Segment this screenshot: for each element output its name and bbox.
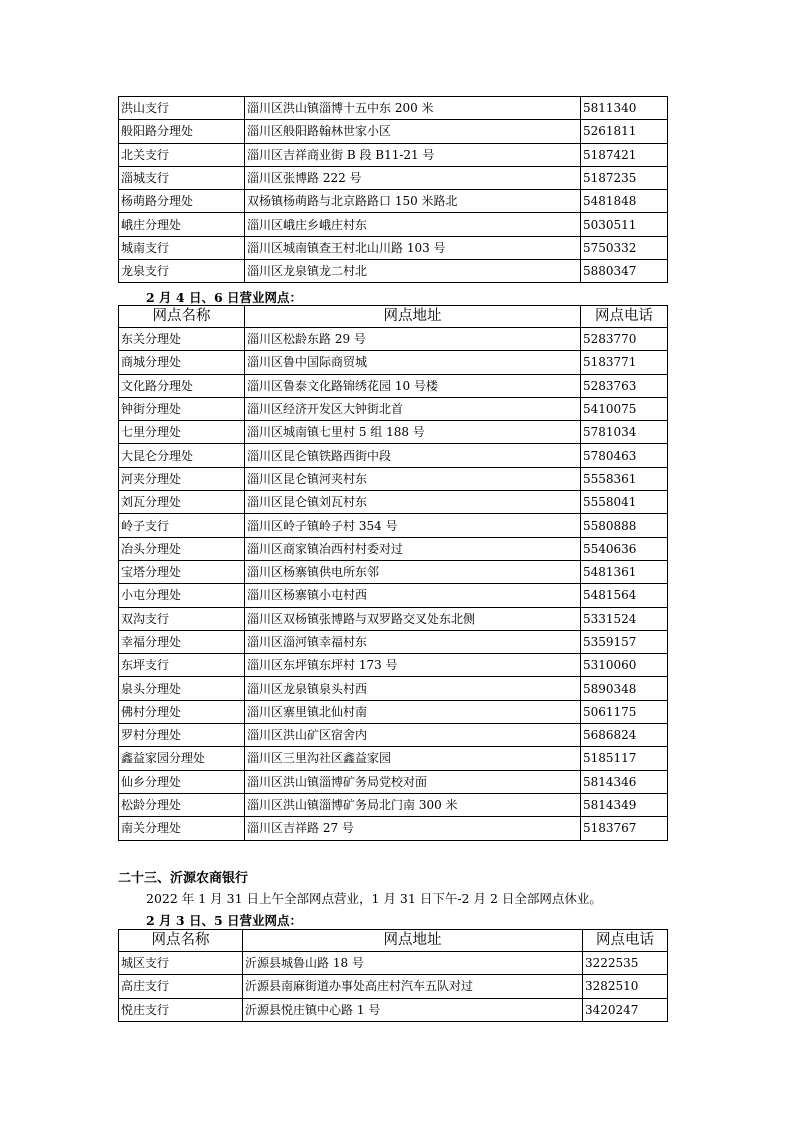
branch-phone-cell: 5061175 — [581, 700, 668, 723]
branch-name-cell: 般阳路分理处 — [119, 120, 245, 143]
branch-name-cell: 鑫益家园分理处 — [119, 747, 245, 770]
branch-address-cell: 双杨镇杨萌路与北京路路口 150 米路北 — [245, 190, 581, 213]
table-row — [119, 444, 668, 467]
branch-phone-cell: 5781034 — [581, 421, 668, 444]
branch-address-cell: 淄川区商家镇冶西村村委对过 — [245, 537, 581, 560]
branch-address-cell: 沂源县悦庄镇中心路 1 号 — [243, 998, 583, 1021]
table-row — [119, 817, 668, 840]
branch-phone-cell: 5814346 — [581, 770, 668, 793]
branch-address-cell: 淄川区洪山矿区宿舍内 — [245, 724, 581, 747]
branch-name-cell: 七里分理处 — [119, 421, 245, 444]
branch-phone-cell: 5283770 — [581, 328, 668, 351]
branch-address-cell: 淄川区峨庄乡峨庄村东 — [245, 213, 581, 236]
branch-name-cell: 双沟支行 — [119, 607, 245, 630]
column-header: 网点地址 — [243, 930, 583, 952]
branch-name-cell: 北关支行 — [119, 143, 245, 166]
branch-address-cell: 淄川区洪山镇淄博十五中东 200 米 — [245, 97, 581, 120]
branch-address-cell: 淄川区双杨镇张博路与双罗路交叉处东北侧 — [245, 607, 581, 630]
branch-table-1 — [118, 96, 668, 283]
branch-address-cell: 淄川区城南镇七里村 5 组 188 号 — [245, 421, 581, 444]
branch-name-cell: 龙泉支行 — [119, 260, 245, 283]
branch-phone-cell: 5880347 — [581, 260, 668, 283]
branch-phone-cell: 5890348 — [581, 677, 668, 700]
branch-name-cell: 冶头分理处 — [119, 537, 245, 560]
table-row — [119, 654, 668, 677]
table-row — [119, 770, 668, 793]
table-row — [119, 514, 668, 537]
branch-address-cell: 淄川区寨里镇北仙村南 — [245, 700, 581, 723]
branch-name-cell: 峨庄分理处 — [119, 213, 245, 236]
branch-name-cell: 东坪支行 — [119, 654, 245, 677]
branch-address-cell: 淄川区鲁泰文化路锦绣花园 10 号楼 — [245, 374, 581, 397]
branch-name-cell: 刘瓦分理处 — [119, 491, 245, 514]
table-header-row — [119, 930, 668, 952]
table-header-row — [119, 306, 668, 328]
branch-name-cell: 大昆仑分理处 — [119, 444, 245, 467]
branch-name-cell: 松龄分理处 — [119, 793, 245, 816]
branch-address-cell: 淄川区龙泉镇泉头村西 — [245, 677, 581, 700]
branch-phone-cell: 5580888 — [581, 514, 668, 537]
branch-phone-cell: 5359157 — [581, 630, 668, 653]
branch-name-cell: 钟街分理处 — [119, 397, 245, 420]
branch-name-cell: 东关分理处 — [119, 328, 245, 351]
branch-address-cell: 淄川区东坪镇东坪村 173 号 — [245, 654, 581, 677]
branch-address-cell: 淄川区洪山镇淄博矿务局党校对面 — [245, 770, 581, 793]
branch-name-cell: 淄城支行 — [119, 166, 245, 189]
branch-phone-cell: 5283763 — [581, 374, 668, 397]
branch-phone-cell: 5481361 — [581, 560, 668, 583]
branch-phone-cell: 3420247 — [583, 998, 668, 1021]
table-row — [119, 560, 668, 583]
table-row — [119, 537, 668, 560]
section-paragraph: 2022 年 1 月 31 日上午全部网点营业，1 月 31 日下午-2 月 2 日全部网点休业。 — [146, 891, 602, 906]
branch-address-cell: 淄川区昆仑镇刘瓦村东 — [245, 491, 581, 514]
branch-address-cell: 淄川区吉祥路 27 号 — [245, 817, 581, 840]
table-row — [119, 700, 668, 723]
branch-phone-cell: 5183771 — [581, 351, 668, 374]
column-header: 网点名称 — [119, 306, 245, 328]
branch-address-cell: 淄川区龙泉镇龙二村北 — [245, 260, 581, 283]
table-row — [119, 998, 668, 1021]
branch-phone-cell: 5814349 — [581, 793, 668, 816]
branch-phone-cell: 3222535 — [583, 952, 668, 975]
branch-name-cell: 佛村分理处 — [119, 700, 245, 723]
column-header: 网点电话 — [581, 306, 668, 328]
branch-phone-cell: 5310060 — [581, 654, 668, 677]
branch-name-cell: 宝塔分理处 — [119, 560, 245, 583]
branch-address-cell: 淄川区岭子镇岭子村 354 号 — [245, 514, 581, 537]
table-row — [119, 793, 668, 816]
branch-phone-cell: 5481848 — [581, 190, 668, 213]
branch-address-cell: 沂源县南麻街道办事处高庄村汽车五队对过 — [243, 975, 583, 998]
branch-address-cell: 淄川区昆仑镇铁路西街中段 — [245, 444, 581, 467]
branch-phone-cell: 5185117 — [581, 747, 668, 770]
branch-name-cell: 罗村分理处 — [119, 724, 245, 747]
table-row — [119, 952, 668, 975]
table-row — [119, 584, 668, 607]
table-row — [119, 975, 668, 998]
branch-phone-cell: 5780463 — [581, 444, 668, 467]
table-row — [119, 260, 668, 283]
branch-phone-cell: 5187235 — [581, 166, 668, 189]
branch-phone-cell: 5811340 — [581, 97, 668, 120]
table-row — [119, 143, 668, 166]
branch-phone-cell: 5558361 — [581, 467, 668, 490]
branch-phone-cell: 5331524 — [581, 607, 668, 630]
branch-phone-cell: 5540636 — [581, 537, 668, 560]
branch-name-cell: 杨萌路分理处 — [119, 190, 245, 213]
branch-phone-cell: 5750332 — [581, 236, 668, 259]
section-subtitle: 2 月 4 日、6 日营业网点： — [146, 290, 303, 305]
table-row — [119, 166, 668, 189]
branch-address-cell: 沂源县城鲁山路 18 号 — [243, 952, 583, 975]
branch-phone-cell: 5558041 — [581, 491, 668, 514]
branch-phone-cell: 5481564 — [581, 584, 668, 607]
branch-address-cell: 淄川区鲁中国际商贸城 — [245, 351, 581, 374]
branch-name-cell: 高庄支行 — [119, 975, 243, 998]
branch-name-cell: 洪山支行 — [119, 97, 245, 120]
branch-address-cell: 淄川区昆仑镇河夹村东 — [245, 467, 581, 490]
branch-address-cell: 淄川区般阳路翰林世家小区 — [245, 120, 581, 143]
table-row — [119, 120, 668, 143]
branch-name-cell: 商城分理处 — [119, 351, 245, 374]
branch-name-cell: 泉头分理处 — [119, 677, 245, 700]
branch-name-cell: 城南支行 — [119, 236, 245, 259]
branch-phone-cell: 5187421 — [581, 143, 668, 166]
branch-phone-cell: 5261811 — [581, 120, 668, 143]
branch-name-cell: 幸福分理处 — [119, 630, 245, 653]
branch-phone-cell: 5686824 — [581, 724, 668, 747]
branch-address-cell: 淄川区城南镇查王村北山川路 103 号 — [245, 236, 581, 259]
table-row — [119, 747, 668, 770]
table-row — [119, 630, 668, 653]
branch-address-cell: 淄川区三里沟社区鑫益家园 — [245, 747, 581, 770]
column-header: 网点电话 — [583, 930, 668, 952]
table-row — [119, 677, 668, 700]
table-row — [119, 374, 668, 397]
branch-name-cell: 悦庄支行 — [119, 998, 243, 1021]
branch-name-cell: 南关分理处 — [119, 817, 245, 840]
table-row — [119, 213, 668, 236]
branch-address-cell: 淄川区松龄东路 29 号 — [245, 328, 581, 351]
table-row — [119, 421, 668, 444]
branch-address-cell: 淄川区淄河镇幸福村东 — [245, 630, 581, 653]
branch-address-cell: 淄川区吉祥商业街 B 段 B11-21 号 — [245, 143, 581, 166]
branch-name-cell: 文化路分理处 — [119, 374, 245, 397]
branch-name-cell: 岭子支行 — [119, 514, 245, 537]
table-row — [119, 97, 668, 120]
branch-address-cell: 淄川区杨寨镇供电所东邻 — [245, 560, 581, 583]
branch-table-2 — [118, 305, 668, 841]
table-row — [119, 236, 668, 259]
table-row — [119, 397, 668, 420]
branch-name-cell: 城区支行 — [119, 952, 243, 975]
branch-name-cell: 仙乡分理处 — [119, 770, 245, 793]
branch-phone-cell: 5183767 — [581, 817, 668, 840]
branch-table-3 — [118, 929, 668, 1022]
branch-phone-cell: 5410075 — [581, 397, 668, 420]
table-row — [119, 724, 668, 747]
table-row — [119, 491, 668, 514]
table-row — [119, 328, 668, 351]
section-title: 二十三、沂源农商银行 — [118, 871, 249, 886]
column-header: 网点名称 — [119, 930, 243, 952]
branch-address-cell: 淄川区杨寨镇小屯村西 — [245, 584, 581, 607]
table-row — [119, 467, 668, 490]
table-row — [119, 190, 668, 213]
column-header: 网点地址 — [245, 306, 581, 328]
branch-address-cell: 淄川区经济开发区大钟街北首 — [245, 397, 581, 420]
branch-name-cell: 河夹分理处 — [119, 467, 245, 490]
table-row — [119, 607, 668, 630]
branch-phone-cell: 5030511 — [581, 213, 668, 236]
branch-name-cell: 小屯分理处 — [119, 584, 245, 607]
table-row — [119, 351, 668, 374]
branch-phone-cell: 3282510 — [583, 975, 668, 998]
branch-address-cell: 淄川区洪山镇淄博矿务局北门南 300 米 — [245, 793, 581, 816]
section-subtitle: 2 月 3 日、5 日营业网点： — [146, 913, 303, 928]
branch-address-cell: 淄川区张博路 222 号 — [245, 166, 581, 189]
